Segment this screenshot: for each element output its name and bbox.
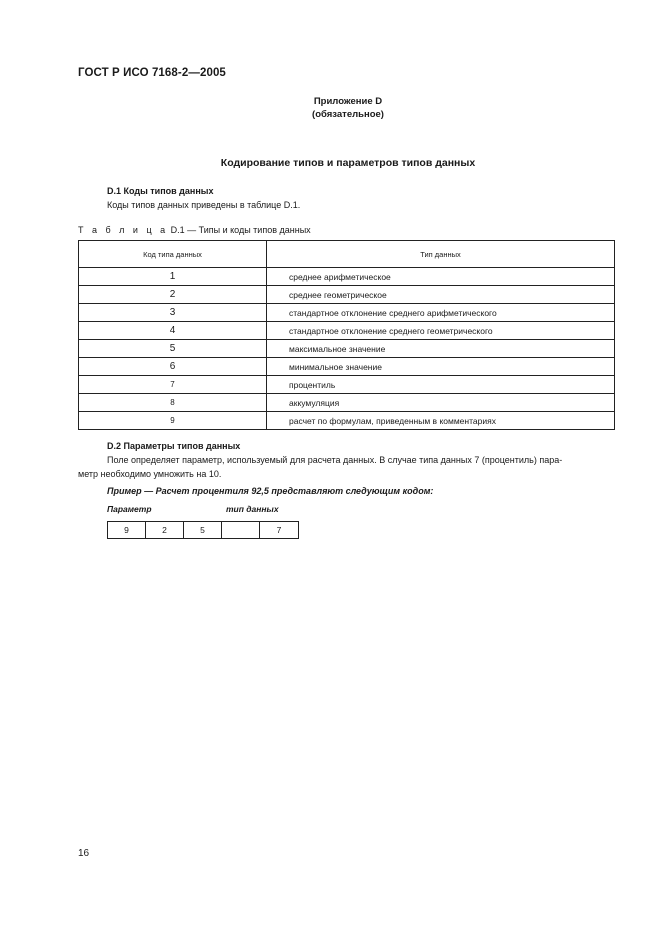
example-label-type: тип данных	[226, 504, 279, 514]
column-header-code: Код типа данных	[79, 241, 267, 268]
code-cell: 2	[146, 522, 184, 538]
row-type: расчет по формулам, приведенным в комментариях	[267, 412, 615, 430]
table-header-row	[79, 241, 615, 268]
annex-main-title: Кодирование типов и параметров типов данных	[220, 157, 476, 169]
example-code-box	[107, 521, 299, 539]
table-row	[79, 412, 615, 430]
row-type: максимальное значение	[267, 340, 615, 358]
table-row	[79, 304, 615, 322]
row-code: 6	[79, 358, 267, 376]
annex-label: Приложение D	[313, 96, 383, 107]
section-d2-text-line1: Поле определяет параметр, используемый для расчета данных. В случае типа данных 7 (процентиль) пара-	[107, 455, 563, 465]
row-code: 5	[79, 340, 267, 358]
table-caption-prefix: Т а б л и ц а	[78, 225, 169, 235]
row-code: 7	[79, 376, 267, 394]
data-types-table	[78, 240, 615, 430]
table-caption-title: D.1 — Типы и коды типов данных	[168, 225, 311, 235]
row-code: 1	[79, 268, 267, 286]
row-type: среднее геометрическое	[267, 286, 615, 304]
document-header: ГОСТ Р ИСО 7168-2—2005	[78, 67, 226, 79]
section-d2-text	[78, 454, 614, 481]
table-row	[79, 376, 615, 394]
section-d2-text-line2: метр необходимо умножить на 10.	[78, 468, 222, 479]
row-code: 9	[79, 412, 267, 430]
page-number: 16	[78, 848, 90, 859]
row-code: 3	[79, 304, 267, 322]
row-code: 2	[79, 286, 267, 304]
table-row	[79, 286, 615, 304]
annex-status: (обязательное)	[312, 109, 384, 120]
row-code: 4	[79, 322, 267, 340]
row-type: стандартное отклонение среднего геометрического	[267, 322, 615, 340]
example-text: Пример — Расчет процентиля 92,5 представляют следующим кодом:	[107, 486, 434, 496]
row-code: 8	[79, 394, 267, 412]
table-row	[79, 322, 615, 340]
table-row	[79, 358, 615, 376]
annex-title	[0, 95, 661, 121]
table-caption	[78, 225, 311, 235]
table-row	[79, 340, 615, 358]
section-d2-heading: D.2 Параметры типов данных	[107, 441, 241, 451]
column-header-type: Тип данных	[267, 241, 615, 268]
code-cell: 5	[184, 522, 222, 538]
section-d1-heading: D.1 Коды типов данных	[107, 186, 214, 196]
code-cell: 7	[276, 525, 282, 535]
table-row	[79, 394, 615, 412]
row-type: аккумуляция	[267, 394, 615, 412]
row-type: стандартное отклонение среднего арифметического	[267, 304, 615, 322]
table-row	[79, 268, 615, 286]
row-type: процентиль	[267, 376, 615, 394]
row-type: среднее арифметическое	[267, 268, 615, 286]
section-d1-text: Коды типов данных приведены в таблице D.1.	[107, 200, 301, 210]
code-cell: 9	[108, 522, 146, 538]
row-type: минимальное значение	[267, 358, 615, 376]
code-cell	[222, 522, 260, 538]
example-label-parameter: Параметр	[107, 504, 152, 514]
